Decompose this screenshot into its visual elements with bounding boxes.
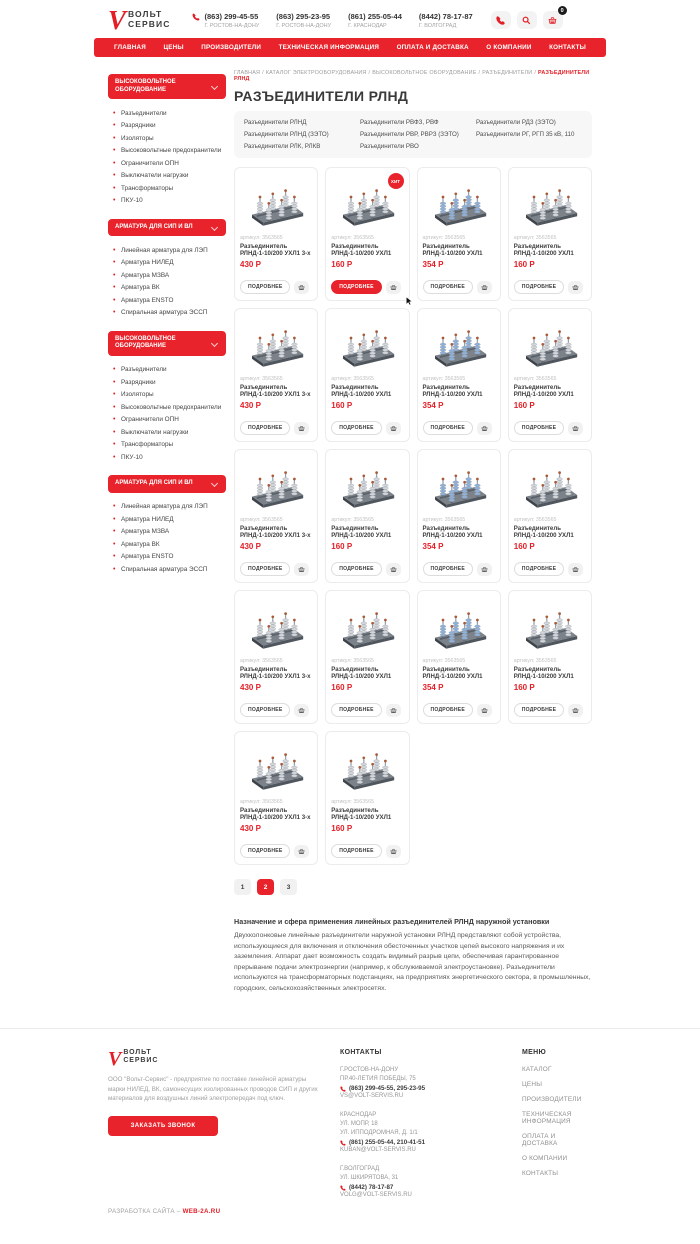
contact-address: КРАСНОДАР УЛ. МОПР, 18 УЛ. ИППОДРОМНАЯ, Д. 1/1	[340, 1112, 418, 1136]
product-card	[234, 731, 318, 865]
add-to-cart-button[interactable]	[568, 563, 583, 576]
breadcrumb-link[interactable]: РАЗЪЕДИНИТЕЛИ	[482, 70, 533, 76]
product-article: артикул: 3563565	[422, 517, 466, 523]
footer-menu-item[interactable]: ТЕХНИЧЕСКАЯ ИНФОРМАЦИЯ	[522, 1111, 572, 1125]
phone-city: Г. ВОЛГОГРАД	[418, 22, 457, 29]
mouse-cursor-icon	[406, 297, 413, 305]
footer-contacts-title: КОНТАКТЫ	[340, 1049, 382, 1056]
cart-icon	[298, 566, 305, 573]
sidebar-item[interactable]: • Спиральная арматура ЭССП	[113, 309, 226, 317]
sidebar-item[interactable]: • ПКУ-10	[113, 197, 226, 205]
details-button[interactable]: ПОДРОБНЕЕ	[514, 703, 564, 717]
product-card	[417, 590, 501, 724]
nav-item-tech-info[interactable]: ТЕХНИЧЕСКАЯ ИНФОРМАЦИЯ	[278, 44, 380, 51]
sidebar-item[interactable]: • Ограничители ОПН	[113, 160, 226, 168]
product-image[interactable]	[244, 320, 308, 372]
product-card	[417, 308, 501, 442]
subcategory-link[interactable]: Разъединители РЛНД	[244, 119, 307, 126]
header	[94, 0, 606, 38]
product-price: 354 Р	[422, 542, 444, 551]
product-article: артикул: 3563565	[331, 376, 374, 382]
logo[interactable]	[108, 5, 171, 35]
page-button-3[interactable]: 3	[280, 879, 297, 895]
sidebar-item[interactable]: • Разъединители	[113, 110, 226, 118]
sidebar-item[interactable]: • Арматура МЗВА	[113, 528, 226, 536]
footer-contacts	[340, 1049, 500, 1215]
product-image[interactable]	[518, 179, 582, 231]
product-title[interactable]: Разъединитель РЛНД-1-10/200 УХЛ1	[422, 383, 483, 398]
phone-icon	[340, 1086, 346, 1092]
product-image[interactable]	[244, 743, 308, 795]
footer	[0, 1028, 700, 1243]
product-price: 160 Р	[331, 683, 353, 692]
sidebar-item[interactable]: • Высоковольтные предохранители	[113, 147, 226, 155]
product-card	[325, 449, 409, 583]
product-card	[234, 590, 318, 724]
product-article: артикул: 3563565	[513, 517, 557, 523]
sidebar-item[interactable]: • Разрядники	[113, 122, 226, 130]
nav-item-manufacturers[interactable]: ПРОИЗВОДИТЕЛИ	[201, 44, 262, 51]
subcategory-link[interactable]: Разъединители РГ, РГП 35 кВ, 110	[476, 131, 575, 138]
footer-menu	[522, 1049, 592, 1215]
cart-icon	[298, 425, 305, 432]
details-button[interactable]: ПОДРОБНЕЕ	[331, 562, 381, 576]
product-article: артикул: 3563565	[513, 376, 557, 382]
cart-button[interactable]	[543, 7, 564, 29]
chevron-down-icon	[211, 224, 218, 231]
add-to-cart-button[interactable]	[477, 704, 492, 717]
page-title: РАЗЪЕДИНИТЕЛИ РЛНД	[234, 88, 409, 104]
sidebar-group-sip-fittings[interactable]: АРМАТУРА ДЛЯ СИП И ВЛ	[108, 219, 226, 237]
footer-menu-title: МЕНЮ	[522, 1049, 546, 1056]
product-price: 430 Р	[240, 542, 261, 551]
add-to-cart-button[interactable]	[294, 704, 309, 717]
product-title[interactable]: Разъединитель РЛНД-1-10/200 УХЛ1	[331, 242, 392, 257]
sidebar-item[interactable]: • Выключатели нагрузки	[113, 172, 226, 180]
phone-block	[192, 12, 259, 29]
product-article: артикул: 3563565	[240, 376, 283, 382]
cart-count-badge: 0	[558, 6, 567, 15]
phone-city: Г. РОСТОВ-НА-ДОНУ	[204, 22, 260, 29]
header-phones	[192, 12, 472, 29]
add-to-cart-button[interactable]	[568, 281, 583, 294]
search-button[interactable]	[517, 11, 537, 29]
contact-phone[interactable]: (861) 255-05-44, 210-41-51	[349, 1139, 426, 1146]
subcategory-link[interactable]: Разъединители РВФЗ, РВФ	[360, 119, 439, 126]
sidebar-item[interactable]: • ПКУ-10	[113, 454, 226, 462]
contact-phone[interactable]: (8442) 78-17-87	[349, 1184, 394, 1191]
subcategory-link[interactable]: Разъединители РВО	[360, 143, 419, 150]
sidebar-item[interactable]: • Арматура ENSTO	[113, 553, 226, 561]
product-card	[325, 590, 409, 724]
footer-menu-item[interactable]: КАТАЛОГ	[522, 1066, 552, 1073]
sidebar	[108, 67, 226, 994]
product-title[interactable]: Разъединитель РЛНД-1-10/200 УХЛ1	[422, 242, 483, 257]
add-to-cart-button[interactable]	[294, 845, 309, 858]
product-article: артикул: 3563565	[331, 517, 374, 523]
seo-body: Двухколонковые линейные разъединители наружной установки РЛНД представляют собой устройства, использующиеся для включения и отключения обесточенных участков цепей высокого напряжения и их заземления. Аппарат дает возможность создать видимый разрыв цепи, обеспечивая гарантированное прерывание подачи электроэнергии (например, к обслуживаемой электроустановке). Разъединители используются на трансформаторных подстанциях, на предприятиях энергетического сектора, в промышленных, городских, сельскохозяйственных электросетях.	[234, 932, 591, 992]
product-price: 430 Р	[240, 401, 261, 410]
cart-icon	[390, 848, 397, 855]
product-title[interactable]: Разъединитель РЛНД-1-10/200 УХЛ1	[331, 383, 392, 398]
cart-icon	[390, 284, 397, 291]
contact-address: Г.РОСТОВ-НА-ДОНУ ПР.40-ЛЕТИЯ ПОБЕДЫ, 75	[340, 1067, 416, 1082]
phone-icon	[340, 1185, 346, 1191]
search-icon	[522, 16, 531, 25]
details-button[interactable]: ПОДРОБНЕЕ	[331, 844, 381, 858]
product-image[interactable]	[244, 461, 308, 513]
seo-text-block	[234, 917, 592, 994]
logo-v-mark: V	[108, 1048, 122, 1070]
product-title[interactable]: Разъединитель РЛНД-1-10/200 УХЛ1	[513, 524, 574, 539]
footer-about-text: ООО "Вольт-Сервис" - предприятие по поставке линейной арматуры марки НИЛЕД, ВК, самонесущих изолированных проводов СИП и других материалов для воздушных линий электропередач под ключ.	[108, 1076, 318, 1102]
footer-menu-item[interactable]: ПРОИЗВОДИТЕЛИ	[522, 1096, 582, 1103]
breadcrumb-link[interactable]: ВЫСОКОВОЛЬТНОЕ ОБОРУДОВАНИЕ	[372, 70, 477, 76]
brand-line-2: СЕРВИС	[123, 1057, 159, 1064]
sidebar-group-hv-equipment[interactable]: ВЫСОКОВОЛЬТНОЕ ОБОРУДОВАНИЕ	[108, 74, 226, 99]
product-article: артикул: 3563565	[240, 658, 283, 664]
cart-icon	[481, 707, 488, 714]
sidebar-item[interactable]: • Высоковольтные предохранители	[113, 404, 226, 412]
chevron-down-icon	[211, 83, 218, 90]
cart-icon	[481, 284, 488, 291]
details-button[interactable]: ПОДРОБНЕЕ	[331, 280, 381, 294]
cart-icon	[481, 425, 488, 432]
nav-item-payment-delivery[interactable]: ОПЛАТА И ДОСТАВКА	[396, 44, 469, 51]
product-title[interactable]: Разъединитель РЛНД-1-10/200 УХЛ1	[513, 383, 574, 398]
product-article: артикул: 3563565	[331, 799, 374, 805]
add-to-cart-button[interactable]	[477, 563, 492, 576]
product-article: артикул: 3563565	[513, 658, 557, 664]
details-button[interactable]: ПОДРОБНЕЕ	[240, 844, 290, 858]
product-article: артикул: 3563565	[331, 658, 374, 664]
product-title[interactable]: Разъединитель РЛНД-1-10/200 УХЛ1 3-х	[240, 806, 311, 821]
contact-email[interactable]: VOLG@VOLT-SERVIS.RU	[340, 1192, 412, 1198]
product-price: 354 Р	[422, 683, 444, 692]
cart-icon	[298, 707, 305, 714]
details-button[interactable]: ПОДРОБНЕЕ	[240, 562, 290, 576]
add-to-cart-button[interactable]	[568, 704, 583, 717]
product-image[interactable]	[518, 320, 582, 372]
product-image[interactable]	[244, 602, 308, 654]
product-card	[234, 308, 318, 442]
product-title[interactable]: Разъединитель РЛНД-1-10/200 УХЛ1 3-х	[240, 665, 311, 680]
product-article: артикул: 3563565	[422, 658, 466, 664]
sidebar-item[interactable]: • Спиральная арматура ЭССП	[113, 566, 226, 574]
sidebar-group-hv-equipment-2[interactable]: ВЫСОКОВОЛЬТНОЕ ОБОРУДОВАНИЕ	[108, 331, 226, 356]
add-to-cart-button[interactable]	[294, 281, 309, 294]
product-image[interactable]	[427, 320, 491, 372]
add-to-cart-button[interactable]	[568, 422, 583, 435]
brand-line-1: ВОЛЬТ	[128, 9, 163, 19]
developer-link[interactable]: WEB-2A.RU	[182, 1207, 221, 1215]
contact-address: Г.ВОЛГОГРАД УЛ. ШКИРЯТОВА, 31	[340, 1166, 399, 1181]
product-image[interactable]	[335, 743, 399, 795]
phone-city: Г. РОСТОВ-НА-ДОНУ	[276, 22, 332, 29]
details-button[interactable]: ПОДРОБНЕЕ	[514, 562, 564, 576]
cart-icon	[390, 566, 397, 573]
breadcrumb-current: РАЗЪЕДИНИТЕЛИ РЛНД	[234, 70, 590, 82]
sidebar-item[interactable]: • Разъединители	[113, 366, 226, 374]
product-card	[417, 449, 501, 583]
pagination	[234, 879, 592, 895]
site-credit: РАЗРАБОТКА САЙТА – WEB-2A.RU	[108, 1207, 221, 1215]
phone-icon	[340, 1140, 346, 1146]
product-price: 160 Р	[513, 401, 535, 410]
product-price: 160 Р	[331, 824, 353, 833]
phone-icon	[192, 13, 200, 21]
add-to-cart-button[interactable]	[386, 704, 401, 717]
nav-item-home[interactable]: ГЛАВНАЯ	[114, 44, 146, 51]
cart-icon	[572, 707, 579, 714]
sidebar-item[interactable]: • Линейная арматура для ЛЭП	[113, 247, 226, 255]
product-price: 430 Р	[240, 260, 261, 269]
cart-icon	[572, 425, 579, 432]
add-to-cart-button[interactable]	[386, 281, 401, 294]
sidebar-item[interactable]: • Выключатели нагрузки	[113, 429, 226, 437]
product-image[interactable]	[518, 602, 582, 654]
product-price: 160 Р	[331, 542, 353, 551]
chevron-down-icon	[211, 480, 218, 487]
details-button[interactable]: ПОДРОБНЕЕ	[423, 280, 473, 294]
details-button[interactable]: ПОДРОБНЕЕ	[423, 703, 473, 717]
product-price: 160 Р	[513, 683, 535, 692]
sidebar-item[interactable]: • Изоляторы	[113, 391, 226, 399]
chevron-down-icon	[211, 339, 218, 346]
product-article: артикул: 3563565	[240, 517, 283, 523]
product-card	[508, 449, 592, 583]
logo-v-mark: V	[108, 5, 127, 35]
product-price: 430 Р	[240, 824, 261, 833]
product-price: 354 Р	[422, 260, 444, 269]
product-price: 160 Р	[513, 260, 535, 269]
footer-logo[interactable]	[108, 1048, 318, 1070]
contact-block-krasnodar	[340, 1111, 500, 1153]
details-button[interactable]: ПОДРОБНЕЕ	[423, 562, 473, 576]
cart-icon	[390, 425, 397, 432]
phone-block	[348, 12, 402, 29]
cart-icon	[390, 707, 397, 714]
subcategory-links	[234, 111, 592, 158]
add-to-cart-button[interactable]	[477, 422, 492, 435]
sidebar-item[interactable]: • Разрядники	[113, 379, 226, 387]
cart-icon	[548, 16, 557, 25]
product-title[interactable]: Разъединитель РЛНД-1-10/200 УХЛ1	[331, 524, 392, 539]
contact-block-volgograd	[340, 1165, 500, 1198]
product-title[interactable]: Разъединитель РЛНД-1-10/200 УХЛ1 3-х	[240, 242, 311, 257]
product-image[interactable]	[427, 461, 491, 513]
subcategory-link[interactable]: Разъединители РДЗ (ЗЭТО)	[476, 119, 556, 126]
product-price: 354 Р	[422, 401, 444, 410]
phone-number[interactable]: (8442) 78-17-87	[418, 11, 473, 21]
contact-email[interactable]: VS@VOLT-SERVIS.RU	[340, 1093, 404, 1099]
product-image[interactable]	[518, 461, 582, 513]
product-price: 160 Р	[513, 542, 535, 551]
product-title[interactable]: Разъединитель РЛНД-1-10/200 УХЛ1 3-х	[240, 524, 311, 539]
breadcrumb: ГЛАВНАЯ / КАТАЛОГ ЭЛЕКТРООБОРУДОВАНИЯ / ВЫСОКОВОЛЬТНОЕ ОБОРУДОВАНИЕ / РАЗЪЕДИНИТЕЛИ / РАЗЪЕДИНИТЕЛИ РЛНД	[234, 70, 590, 82]
cart-icon	[572, 284, 579, 291]
product-image[interactable]	[427, 179, 491, 231]
product-title[interactable]: Разъединитель РЛНД-1-10/200 УХЛ1	[331, 806, 392, 821]
product-card	[325, 167, 409, 301]
page-button-2-active[interactable]: 2	[257, 879, 274, 895]
phone-number[interactable]: (863) 299-45-55	[204, 11, 259, 21]
product-card	[325, 308, 409, 442]
product-price: 160 Р	[331, 401, 353, 410]
details-button[interactable]: ПОДРОБНЕЕ	[240, 280, 290, 294]
main-nav	[94, 38, 606, 57]
sidebar-item[interactable]: • Арматура МЗВА	[113, 272, 226, 280]
details-button[interactable]: ПОДРОБНЕЕ	[240, 703, 290, 717]
product-image[interactable]	[335, 320, 399, 372]
footer-menu-item[interactable]: ЦЕНЫ	[522, 1081, 543, 1088]
product-image[interactable]	[335, 602, 399, 654]
product-article: артикул: 3563565	[240, 799, 283, 805]
request-call-button[interactable]: ЗАКАЗАТЬ ЗВОНОК	[108, 1116, 218, 1136]
details-button[interactable]: ПОДРОБНЕЕ	[514, 280, 564, 294]
product-card	[417, 167, 501, 301]
product-article: артикул: 3563565	[513, 235, 557, 241]
footer-menu-item[interactable]: О КОМПАНИИ	[522, 1155, 568, 1162]
details-button[interactable]: ПОДРОБНЕЕ	[514, 421, 564, 435]
contact-email[interactable]: KUBAN@VOLT-SERVIS.RU	[340, 1147, 416, 1153]
product-title[interactable]: Разъединитель РЛНД-1-10/200 УХЛ1	[513, 665, 574, 680]
subcategory-link[interactable]: Разъединители РЛНД (ЗЭТО)	[244, 131, 329, 138]
brand-line-1: ВОЛЬТ	[123, 1049, 152, 1056]
add-to-cart-button[interactable]	[386, 422, 401, 435]
product-article: артикул: 3563565	[422, 235, 466, 241]
details-button[interactable]: ПОДРОБНЕЕ	[331, 421, 381, 435]
sidebar-group-sip-fittings-2[interactable]: АРМАТУРА ДЛЯ СИП И ВЛ	[108, 475, 226, 493]
sidebar-item[interactable]: • Арматура НИЛЕД	[113, 259, 226, 267]
product-image[interactable]	[427, 602, 491, 654]
product-card	[508, 167, 592, 301]
product-price: 160 Р	[331, 260, 353, 269]
details-button[interactable]: ПОДРОБНЕЕ	[423, 421, 473, 435]
product-grid	[234, 167, 592, 865]
product-article: артикул: 3563565	[331, 235, 374, 241]
phone-block	[419, 12, 473, 29]
product-title[interactable]: Разъединитель РЛНД-1-10/200 УХЛ1	[513, 242, 574, 257]
phone-block	[276, 12, 331, 29]
sidebar-item[interactable]: • Изоляторы	[113, 135, 226, 143]
product-card	[325, 731, 409, 865]
product-image[interactable]	[244, 179, 308, 231]
contact-phone[interactable]: (863) 299-45-55, 295-23-95	[349, 1085, 426, 1092]
sidebar-item[interactable]: • Трансформаторы	[113, 185, 226, 193]
sidebar-item[interactable]: • Арматура НИЛЕД	[113, 516, 226, 524]
product-title[interactable]: Разъединитель РЛНД-1-10/200 УХЛ1	[331, 665, 392, 680]
footer-menu-item[interactable]: КОНТАКТЫ	[522, 1170, 559, 1177]
nav-item-prices[interactable]: ЦЕНЫ	[163, 44, 184, 51]
cart-icon	[298, 284, 305, 291]
phone-city: Г. КРАСНОДАР	[348, 22, 387, 29]
add-to-cart-button[interactable]	[294, 563, 309, 576]
page-button-1[interactable]: 1	[234, 879, 251, 895]
cart-icon	[481, 566, 488, 573]
breadcrumb-link[interactable]: КАТАЛОГ ЭЛЕКТРООБОРУДОВАНИЯ	[265, 70, 367, 76]
product-card	[508, 308, 592, 442]
add-to-cart-button[interactable]	[386, 845, 401, 858]
details-button[interactable]: ПОДРОБНЕЕ	[331, 703, 381, 717]
product-title[interactable]: Разъединитель РЛНД-1-10/200 УХЛ1	[422, 665, 483, 680]
details-button[interactable]: ПОДРОБНЕЕ	[240, 421, 290, 435]
product-card	[234, 449, 318, 583]
sidebar-item[interactable]: • Ограничители ОПН	[113, 416, 226, 424]
contact-block-rostov	[340, 1066, 500, 1099]
phone-number[interactable]: (863) 295-23-95	[276, 11, 331, 21]
nav-item-contacts[interactable]: КОНТАКТЫ	[549, 44, 586, 51]
cart-icon	[572, 566, 579, 573]
footer-menu-item[interactable]: ОПЛАТА И ДОСТАВКА	[522, 1133, 558, 1147]
sidebar-item[interactable]: • Арматура ВК	[113, 284, 226, 292]
seo-title: Назначение и сфера применения линейных разъединителей РЛНД наружной установки	[234, 917, 550, 926]
product-image[interactable]	[335, 461, 399, 513]
product-article: артикул: 3563565	[240, 235, 283, 241]
sidebar-item[interactable]: • Арматура ВК	[113, 541, 226, 549]
breadcrumb-link[interactable]: ГЛАВНАЯ	[234, 70, 261, 76]
add-to-cart-button[interactable]	[477, 281, 492, 294]
hit-badge: ХИТ	[388, 173, 404, 189]
sidebar-item[interactable]: • Трансформаторы	[113, 441, 226, 449]
subcategory-link[interactable]: Разъединители РЛК, РЛКВ	[244, 143, 321, 150]
phone-number[interactable]: (861) 255-05-44	[348, 11, 402, 21]
add-to-cart-button[interactable]	[386, 563, 401, 576]
sidebar-item[interactable]: • Арматура ENSTO	[113, 297, 226, 305]
sidebar-item[interactable]: • Линейная арматура для ЛЭП	[113, 503, 226, 511]
product-article: артикул: 3563565	[422, 376, 466, 382]
product-card	[234, 167, 318, 301]
subcategory-link[interactable]: Разъединители РВР, РВРЗ (ЗЭТО)	[360, 131, 459, 138]
nav-item-about[interactable]: О КОМПАНИИ	[486, 44, 532, 51]
phone-icon	[496, 16, 505, 25]
cart-icon	[298, 848, 305, 855]
call-button[interactable]	[491, 11, 511, 29]
product-title[interactable]: Разъединитель РЛНД-1-10/200 УХЛ1	[422, 524, 483, 539]
add-to-cart-button[interactable]	[294, 422, 309, 435]
brand-line-2: СЕРВИС	[128, 19, 171, 29]
product-price: 430 Р	[240, 683, 261, 692]
product-card	[508, 590, 592, 724]
product-title[interactable]: Разъединитель РЛНД-1-10/200 УХЛ1 3-х	[240, 383, 311, 398]
